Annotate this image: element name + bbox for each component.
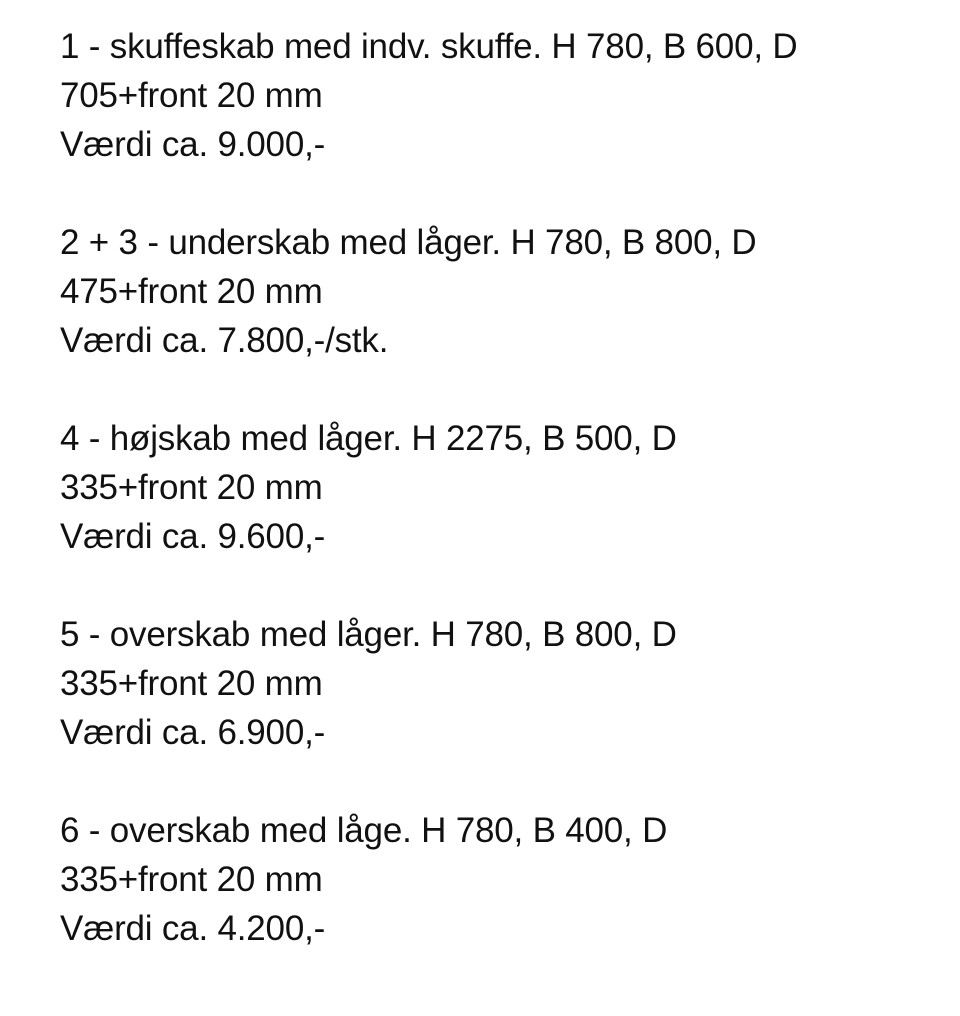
- list-item: [60, 610, 940, 757]
- item-description: 5 - overskab med låger. H 780, B 800, D: [60, 615, 677, 654]
- item-value: Værdi ca. 4.200,-: [60, 909, 326, 948]
- item-dimensions: 705+front 20 mm: [60, 76, 323, 115]
- item-dimensions: 335+front 20 mm: [60, 860, 323, 899]
- item-description: 6 - overskab med låge. H 780, B 400, D: [60, 811, 668, 850]
- item-dimensions: 335+front 20 mm: [60, 468, 323, 507]
- item-dimensions: 335+front 20 mm: [60, 664, 323, 703]
- item-dimensions: 475+front 20 mm: [60, 272, 323, 311]
- item-value: Værdi ca. 9.000,-: [60, 125, 326, 164]
- list-item: [60, 22, 940, 169]
- item-value: Værdi ca. 9.600,-: [60, 517, 326, 556]
- item-value: Værdi ca. 6.900,-: [60, 713, 326, 752]
- list-item: [60, 806, 940, 953]
- list-item: [60, 218, 940, 365]
- list-item: [60, 414, 940, 561]
- item-description: 1 - skuffeskab med indv. skuffe. H 780, B 600, D: [60, 27, 798, 66]
- item-value: Værdi ca. 7.800,-/stk.: [60, 321, 389, 360]
- item-description: 4 - højskab med låger. H 2275, B 500, D: [60, 419, 677, 458]
- note-text-body: [60, 22, 940, 1002]
- item-description: 2 + 3 - underskab med låger. H 780, B 800, D: [60, 223, 757, 262]
